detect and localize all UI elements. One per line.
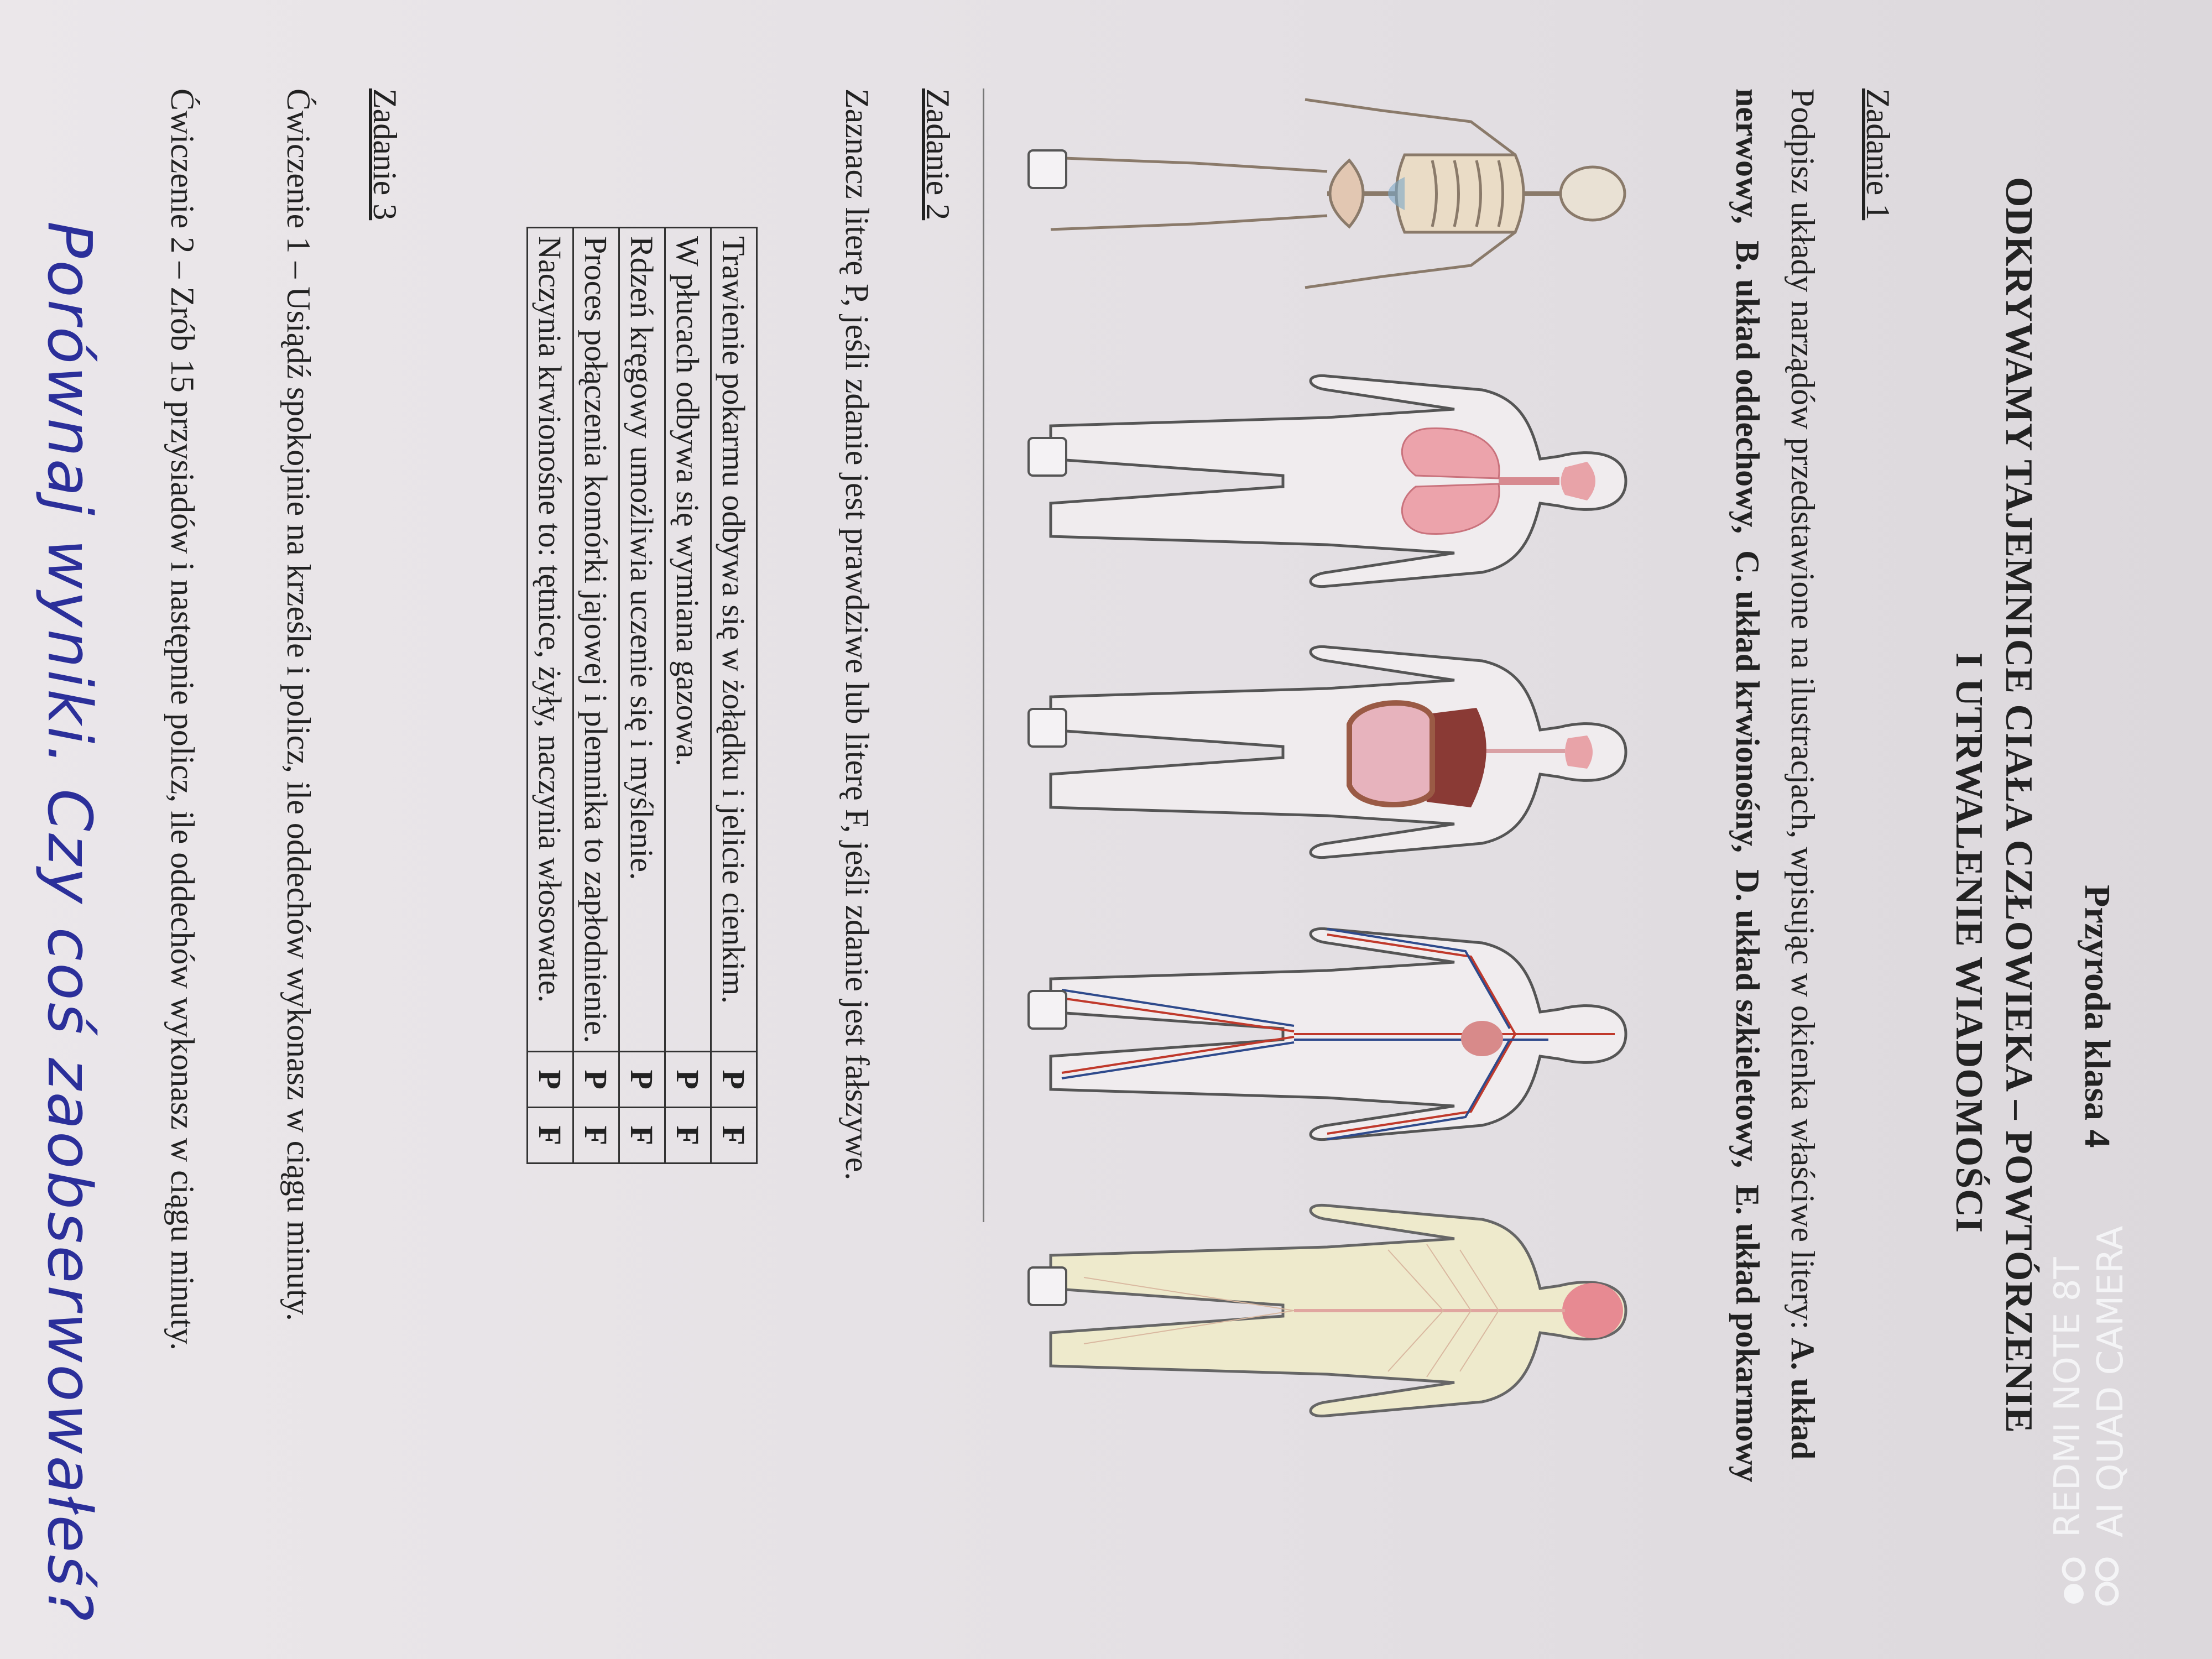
camera-watermark [2046, 1172, 2190, 1615]
option-a: A. układ nerwowy, [1729, 88, 1821, 1460]
table-row [711, 228, 757, 1164]
table-row [528, 228, 573, 1164]
digestive-figure [1023, 625, 1637, 879]
table-row [573, 228, 619, 1164]
divider-line [983, 88, 984, 1222]
option-e: E. układ pokarmowy [1729, 1185, 1766, 1483]
watermark-line2: AI QUAD CAMERA [2090, 1225, 2131, 1537]
answer-box-circulatory[interactable] [1027, 990, 1067, 1030]
false-option[interactable]: F [528, 1108, 573, 1164]
course-label: Przyroda klasa 4 [2077, 885, 2117, 1148]
worksheet-page [17, 11, 2151, 1642]
false-option[interactable]: F [619, 1108, 665, 1164]
handwritten-note: Porównaj wyniki. Czy coś zaobserwowałeś? [34, 221, 105, 1624]
table-row [619, 228, 665, 1164]
camera-logo-icon [2057, 1554, 2129, 1609]
watermark-text [2046, 1226, 2132, 1537]
task1-instruction-text: Podpisz układy narządów przedstawione na ilustracjach, wpisując w okienka właściwe litery: [1785, 88, 1821, 1338]
answer-box-digestive[interactable] [1027, 708, 1067, 748]
statement-cell: Trawienie pokarmu odbywa się w żołądku i jelicie cienkim. [711, 228, 757, 1052]
true-false-table [526, 227, 758, 1164]
page-title-line1: ODKRYWAMY TAJEMNICE CIAŁA CZŁOWIEKA – POWTÓRZENIE [1997, 177, 2040, 1433]
false-option[interactable]: F [573, 1108, 619, 1164]
task1-heading: Zadanie 1 [1860, 88, 1896, 221]
task2-instruction: Zaznacz literę P, jeśli zdanie jest prawdziwe lub literę F, jeśli zdanie jest fałszywe. [839, 88, 875, 1181]
option-d: D. układ szkieletowy, [1729, 869, 1766, 1168]
lungs-figure [1023, 354, 1637, 608]
task1-instruction [1720, 88, 1830, 1582]
statement-cell: Rdzeń kręgowy umożliwia uczenie się i myślenie. [619, 228, 665, 1052]
nervous-figure [1023, 1183, 1637, 1438]
false-option[interactable]: F [711, 1108, 757, 1164]
watermark-line1: REDMI NOTE 8T [2047, 1257, 2088, 1537]
statement-cell: W płucach odbywa się wymiana gazowa. [665, 228, 711, 1052]
exercise-1-text: Ćwiczenie 1 – Usiądź spokojnie na krześle i policz, ile oddechów wykonasz w ciągu minuty. [280, 88, 317, 1321]
option-c: C. układ krwionośny, [1729, 550, 1766, 853]
option-b: B. układ oddechowy, [1729, 240, 1766, 534]
true-option[interactable]: P [665, 1052, 711, 1108]
true-option[interactable]: P [573, 1052, 619, 1108]
task3-heading: Zadanie 3 [367, 88, 403, 221]
skeleton-figure [1023, 66, 1637, 321]
statement-cell: Naczynia krwionośne to: tętnice, żyły, naczynia włosowate. [528, 228, 573, 1052]
exercise-2-text: Ćwiczenie 2 – Zrób 15 przysiadów i następnie policz, ile oddechów wykonasz w ciągu minuty. [164, 88, 201, 1351]
answer-box-skeleton[interactable] [1027, 149, 1067, 189]
true-option[interactable]: P [619, 1052, 665, 1108]
circulatory-figure [1023, 907, 1637, 1161]
true-option[interactable]: P [711, 1052, 757, 1108]
statement-cell: Proces połączenia komórki jajowej i plemnika to zapłodnienie. [573, 228, 619, 1052]
false-option[interactable]: F [665, 1108, 711, 1164]
table-row [665, 228, 711, 1164]
answer-box-nervous[interactable] [1027, 1266, 1067, 1306]
page-title-line2: I UTRWALENIE WIADOMOŚCI [1948, 653, 1990, 1233]
task2-heading: Zadanie 2 [920, 88, 956, 221]
true-option[interactable]: P [528, 1052, 573, 1108]
answer-box-lungs[interactable] [1027, 437, 1067, 477]
